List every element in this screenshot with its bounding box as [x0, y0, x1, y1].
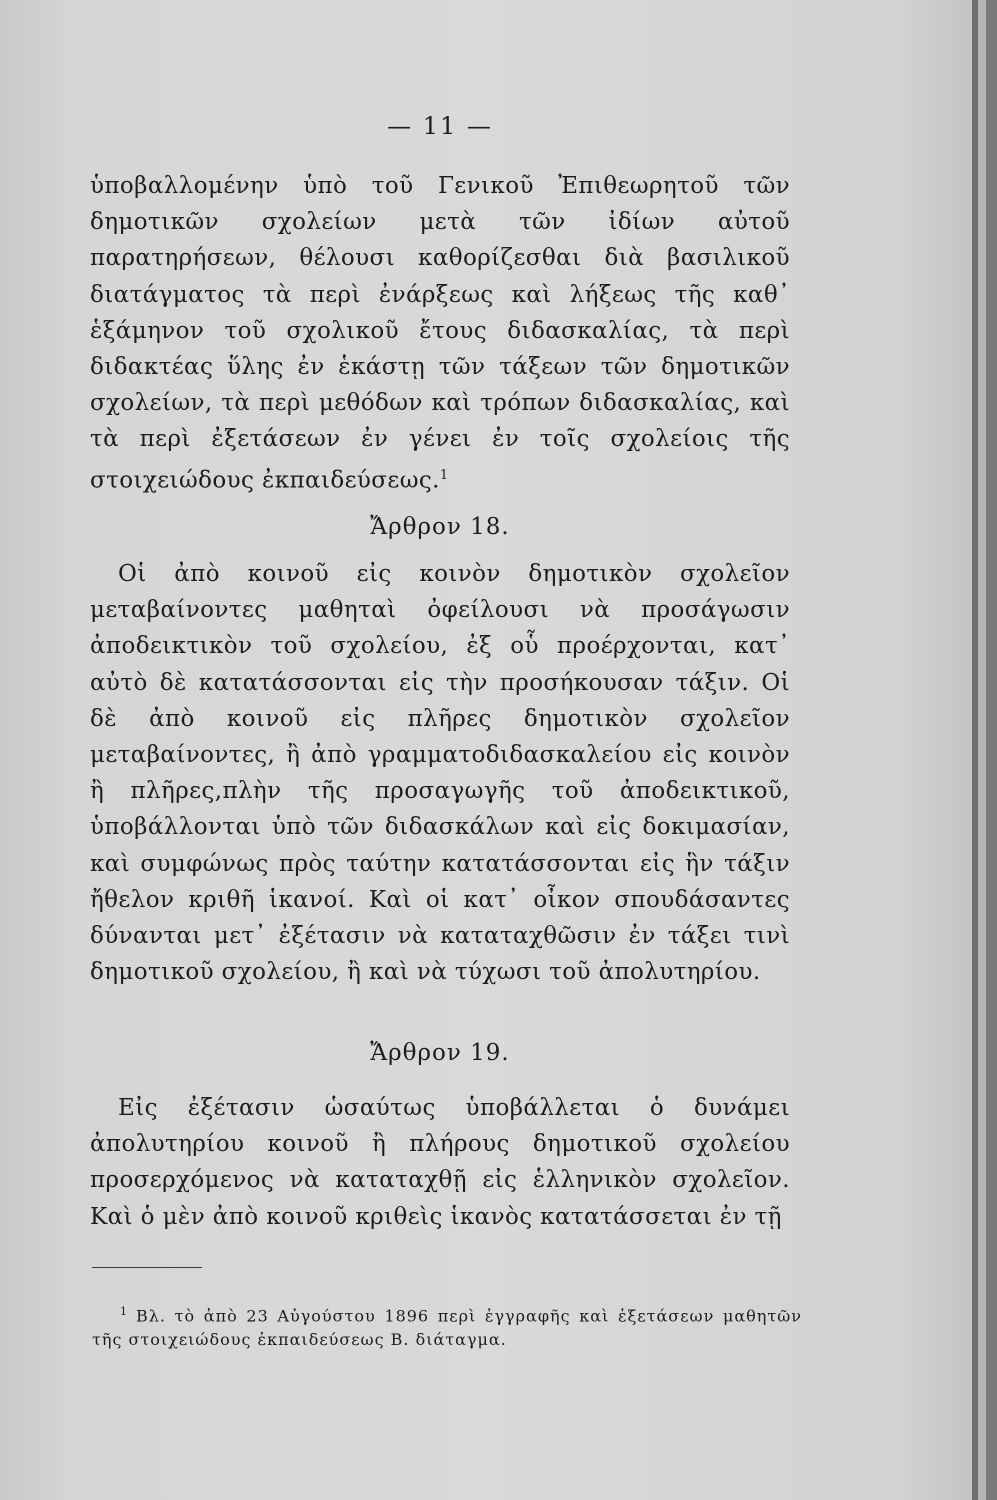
footnote-reference: 1	[439, 467, 449, 483]
footnote-divider	[92, 1267, 202, 1268]
paragraph-text: ὑποβαλλομένην ὑπὸ τοῦ Γενικοῦ Ἐπιθεωρητοῦ τῶν δημοτικῶν σχολείων μετὰ τῶν ἰδίων αὐτοῦ παρατηρήσεων, θέλουσι καθορίζεσθαι διὰ βασιλικοῦ διατάγματος τὰ περὶ ἐνάρξεως καὶ λήξεως τῆς καθ᾽ ἑξάμηνον τοῦ σχολικοῦ ἔτους διδασκαλίας, τὰ περὶ διδακτέας ὕλης ἐν ἑκάστῃ τῶν τάξεων τῶν δημοτικῶν σχολείων, τὰ περὶ μεθόδων καὶ τρόπων διδασκαλίας, καὶ τὰ περὶ ἐξετάσεων ἐν γένει ἐν τοῖς σχολείοις τῆς στοιχειώδους ἐκπαιδεύσεως.	[90, 173, 790, 494]
article-heading-18: Ἄρθρον 18.	[370, 514, 510, 540]
footnote-mark: 1	[120, 1305, 128, 1318]
paragraph-article-19: Εἰς ἐξέτασιν ὡσαύτως ὑποβάλλεται ὁ δυνάμει ἀπολυτηρίου κοινοῦ ἢ πλήρους δημοτικοῦ σχολείου προσερχόμενος νὰ καταταχθῇ εἰς ἑλληνικὸν σχολεῖον. Καὶ ὁ μὲν ἀπὸ κοινοῦ κριθεὶς ἱκανὸς κατατάσσεται ἐν τῇ	[90, 1095, 790, 1230]
page-edge-dark	[986, 0, 997, 1500]
footnote-text: Βλ. τὸ ἀπὸ 23 Αὐγούστου 1896 περὶ ἐγγραφῆς καὶ ἐξετάσεων μαθητῶν τῆς στοιχειώδους ἐκπαιδεύσεως Β. διάταγμα.	[92, 1306, 802, 1350]
footnote	[92, 1300, 802, 1352]
article-heading-19: Ἄρθρον 19.	[370, 1040, 510, 1066]
page-number: — 11 —	[387, 112, 493, 140]
paragraph-article-18: Οἱ ἀπὸ κοινοῦ εἰς κοινὸν δημοτικὸν σχολεῖον μεταβαίνοντες μαθηταὶ ὀφείλουσι νὰ προσάγωσιν ἀποδεικτικὸν τοῦ σχολείου, ἐξ οὗ προέρχονται, κατ᾽ αὐτὸ δὲ κατατάσσονται εἰς τὴν προσήκουσαν τάξιν. Οἱ δὲ ἀπὸ κοινοῦ εἰς πλῆρες δημοτικὸν σχολεῖον μεταβαίνοντες, ἢ ἀπὸ γραμματοδιδασκαλείου εἰς κοινὸν ἢ πλῆρες,πλὴν τῆς προσαγωγῆς τοῦ ἀποδεικτικοῦ, ὑποβάλλονται ὑπὸ τῶν διδασκάλων καὶ εἰς δοκιμασίαν, καὶ συμφώνως πρὸς ταύτην κατατάσσονται εἰς ἣν τάξιν ἤθελον κριθῆ ἱκανοί. Καὶ οἱ κατ᾽ οἶκον σπουδάσαντες δύνανται μετ᾽ ἐξέτασιν νὰ καταταχθῶσιν ἐν τάξει τινὶ δημοτικοῦ σχολείου, ἢ καὶ νὰ τύχωσι τοῦ ἀπολυτηρίου.	[90, 561, 790, 986]
page-edge-light	[978, 0, 986, 1500]
paragraph-continuation	[90, 168, 790, 498]
